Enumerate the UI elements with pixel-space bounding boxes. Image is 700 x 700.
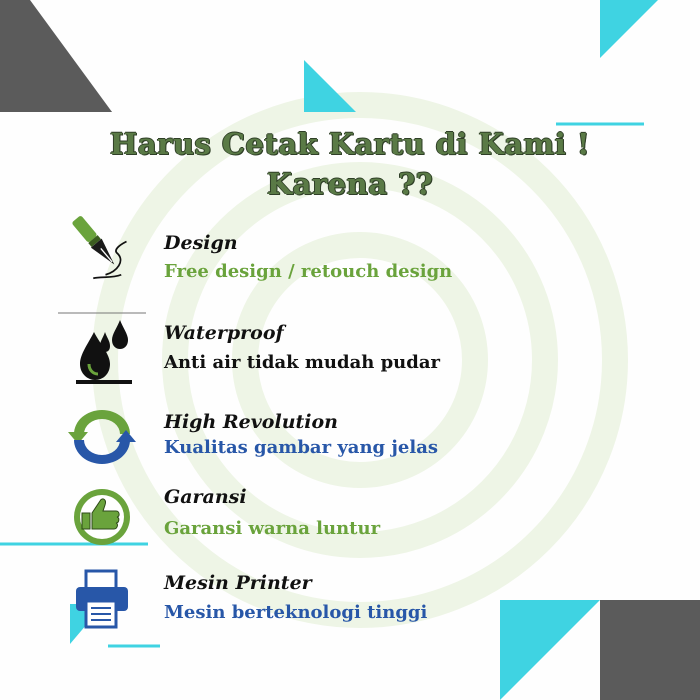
feature-description: Garansi warna luntur: [164, 518, 381, 539]
feature-item-waterproof: [0, 318, 700, 388]
feature-name: Mesin Printer: [164, 572, 312, 594]
page-title: [0, 124, 700, 204]
refresh-arrows-icon: [62, 403, 142, 473]
feature-item-mesin-printer: [0, 566, 700, 636]
printer-icon: [62, 566, 142, 636]
feature-name: Garansi: [164, 486, 247, 508]
feature-item-design: [0, 210, 700, 280]
feature-name: High Revolution: [164, 411, 338, 433]
feature-name: Waterproof: [164, 322, 284, 344]
feature-description: Anti air tidak mudah pudar: [164, 352, 441, 373]
title-line-2: Karena ??: [266, 167, 434, 201]
feature-description: Free design / retouch design: [164, 261, 453, 282]
top-right-cyan-triangle: [600, 0, 658, 58]
water-drops-icon: [62, 318, 142, 388]
feature-item-high-revolution: [0, 403, 700, 473]
thumbs-up-badge-icon: [62, 484, 142, 554]
feature-name: Design: [164, 232, 238, 254]
feature-item-garansi: [0, 484, 700, 554]
fountain-pen-icon: [62, 210, 142, 280]
feature-description: Kualitas gambar yang jelas: [164, 437, 439, 458]
title-line-1: Harus Cetak Kartu di Kami !: [109, 127, 591, 161]
feature-description: Mesin berteknologi tinggi: [164, 602, 428, 623]
